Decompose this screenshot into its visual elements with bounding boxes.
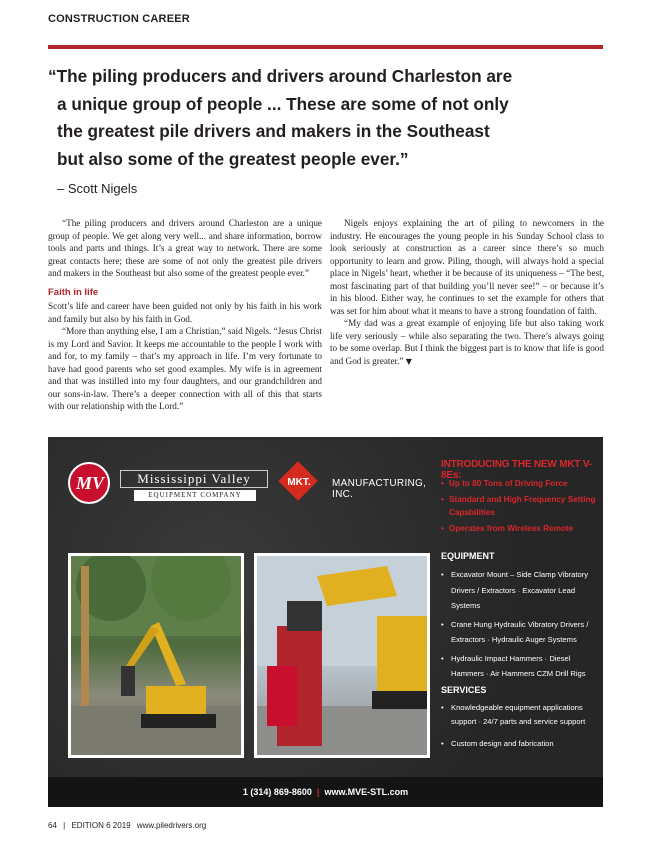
mkt-logo — [280, 465, 450, 505]
list-item: • Standard and High Frequency Setting Capabilities — [441, 493, 601, 519]
pull-quote-line: “The piling producers and drivers around Charleston are — [48, 66, 513, 86]
driver-illustration — [257, 556, 427, 755]
mve-emblem-icon: MV — [68, 462, 110, 504]
article-column-right — [330, 217, 604, 368]
mve-company-subtitle: EQUIPMENT COMPANY — [134, 490, 256, 501]
list-item: • Operates from Wireless Remote — [441, 522, 601, 535]
section-divider — [48, 45, 603, 49]
excavator-photo — [68, 553, 244, 758]
list-item: • Custom design and fabrication — [441, 737, 601, 751]
mve-company-name: Mississippi Valley — [120, 470, 268, 488]
ad-contact-bar — [48, 777, 603, 807]
article-paragraph: Scott’s life and career have been guided not only by his faith in his work and family but also by his faith in God. — [48, 301, 322, 324]
article-paragraph-text: “My dad was a great example of enjoying life but also taking work life very seriously – while also separating the two. There’s always going to be some overlap. But I think the biggest part is to know that life is good and God is greater.” — [330, 318, 604, 366]
equipment-title: EQUIPMENT — [441, 551, 495, 561]
pull-quote — [48, 63, 608, 173]
mkt-logo-text: MKT. — [287, 477, 311, 488]
edition-label: EDITION 6 2019 — [71, 821, 131, 830]
mve-logo — [68, 462, 268, 510]
list-item: • Up to 80 Tons of Driving Force — [441, 477, 601, 490]
page-footer — [48, 821, 210, 830]
advertisement — [48, 437, 603, 807]
mkt-manufacturing-text: MANUFACTURING, INC. — [332, 478, 427, 500]
ad-intro-list — [441, 477, 601, 538]
excavator-illustration — [71, 556, 241, 755]
services-list — [441, 701, 601, 759]
ad-website: www.MVE-STL.com — [324, 787, 409, 797]
footer-url: www.piledrivers.org — [136, 821, 207, 830]
ad-contact-separator: | — [316, 787, 320, 797]
ad-phone: 1 (314) 869-8600 — [242, 787, 312, 797]
article-subheading: Faith in life — [48, 286, 99, 298]
article-paragraph: “More than anything else, I am a Christian,” said Nigels. “Jesus Christ is my Lord and Savior. It keeps me accountable to the people I work with and for, to my family – that’s my approach in life. I’m very fortunate to have had good parents who set good examples. My wife is in agreement and that was instilled into my four daughters, and our grandchildren and our sons-in-law. There’s a deeper connection with all of this that starts with our relationship with the Lord.” — [48, 326, 322, 411]
list-item: • Hydraulic Impact Hammers · Diesel Hammers · Air Hammers CZM Drill Rigs — [441, 651, 601, 682]
list-item: • Crane Hung Hydraulic Vibratory Drivers / Extractors · Hydraulic Auger Systems — [441, 617, 601, 648]
ad-intro-title: INTRODUCING THE NEW MKT V-8Es: — [441, 459, 592, 481]
article-paragraph — [330, 317, 604, 368]
footer-divider: | — [63, 821, 66, 830]
equipment-list — [441, 567, 601, 685]
pull-quote-line: the greatest pile drivers and makers in the Southeast — [57, 121, 490, 141]
page-number: 64 — [48, 821, 57, 830]
vibratory-driver-photo — [254, 553, 430, 758]
list-item: • Knowledgeable equipment applications support · 24/7 parts and service support — [441, 701, 601, 729]
end-mark-icon: ▼ — [405, 356, 412, 366]
article-column-left — [48, 217, 322, 413]
list-item: • Excavator Mount – Side Clamp Vibratory Drivers / Extractors · Excavator Lead Systems — [441, 567, 601, 614]
pull-quote-line: a unique group of people ... These are some of not only — [57, 93, 509, 114]
article-paragraph: Nigels enjoys explaining the art of piling to newcomers in the industry. He encourages the young people in his Sunday School class to look seriously at construction as a career since there’s so much opportunity to learn and grow. Piling, though, will always hold a special place in Nigels’ heart, whether it be because of its uniqueness – “The best, most fascinating part of that building you’ll never see!” – or because it’s in his blood. Either way, he continues to set the example for others that was set for him about what it means to have a strong foundation of faith. — [330, 218, 604, 316]
quote-attribution: – Scott Nigels — [57, 181, 138, 196]
section-label: CONSTRUCTION CAREER — [48, 13, 190, 25]
article-paragraph: “The piling producers and drivers around Charleston are a unique group of people. We get along very well... and share information, borrow tools and parts and things. It’s a great way to network. There are some great contacts here; these are some of not only the greatest pile drivers and makers in the Southeast but also some of the greatest people ever.” — [48, 218, 322, 278]
services-title: SERVICES — [441, 685, 487, 695]
pull-quote-line: but also some of the greatest people ever.” — [57, 148, 409, 169]
